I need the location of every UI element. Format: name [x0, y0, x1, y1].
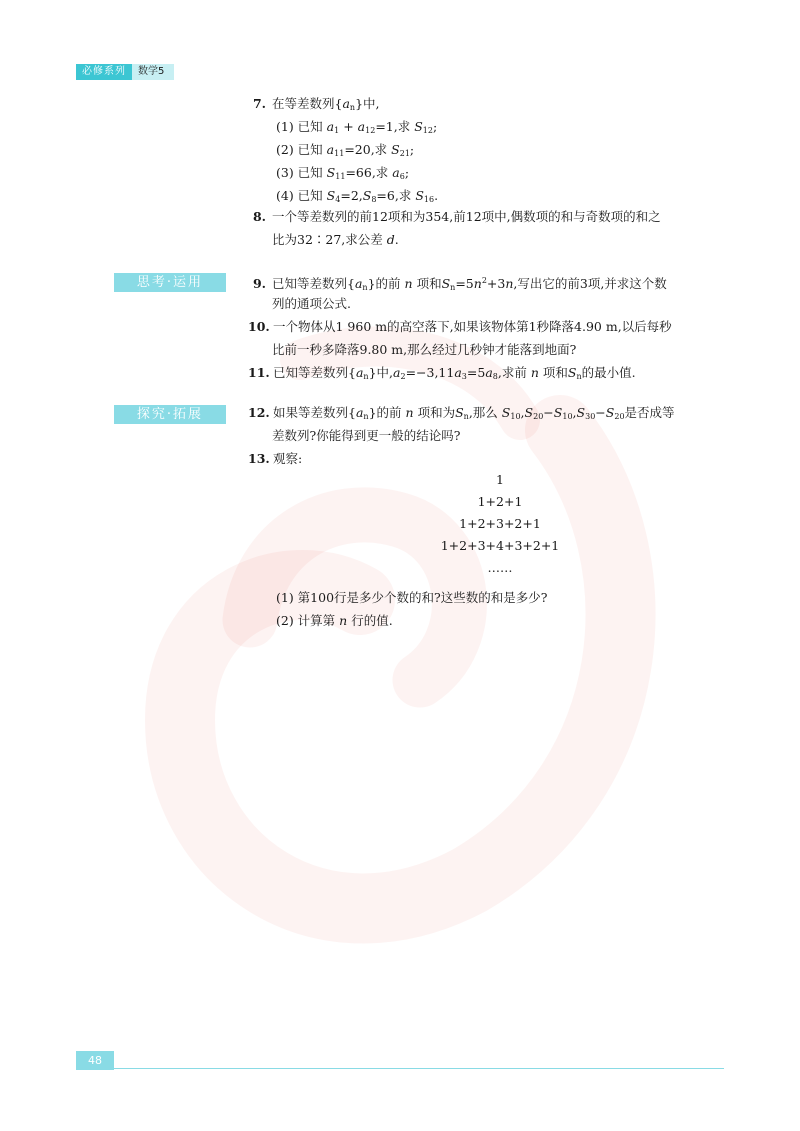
triangle-row-1: 1: [496, 472, 504, 487]
triangle-row-4: 1+2+3+4+3+2+1: [440, 538, 560, 553]
problem-9-line-1: 9. 已知等差数列$\{a_n\}$的前 n 项和$S_n=5n^2+3n$,写出它的前3项,并求这个数: [252, 276, 667, 292]
series-label: 必修系列: [76, 64, 132, 80]
triangle-row-3: 1+2+3+2+1: [459, 516, 541, 531]
problem-12-line-2: 差数列?你能得到更一般的结论吗?: [272, 428, 461, 443]
problem-13-part-2: (2) 计算第 n 行的值.: [276, 613, 393, 628]
problem-7-stem: 7. 在等差数列$\{a_n\}$中,: [252, 96, 380, 112]
problem-7-part-3: (3) 已知 $S_{11}=66$,求 $a_6$;: [276, 165, 410, 181]
problem-11: 11. 已知等差数列$\{a_n\}$中$,a_2=-3,11a_3=5a_8$,求前 n 项和$S_n$的最小值.: [248, 365, 636, 381]
footer-rule: [114, 1068, 724, 1069]
problem-7-part-4: (4) 已知 $S_4=2,S_8=6$,求 $S_{16}$.: [276, 188, 439, 204]
problem-7-part-1: (1) 已知 $a_1 + a_{12}=1$,求 $S_{12}$;: [276, 119, 438, 135]
problem-13-stem: 13. 观察:: [248, 451, 303, 466]
problem-12-line-1: 12. 如果等差数列$\{a_n\}$的前 n 项和为$S_n$,那么 $S_{10},S_{20}-S_{10},S_{30}-S_{20}$是否成等: [248, 405, 675, 421]
problem-8-line-1: 8. 一个等差数列的前12项和为354,前12项中,偶数项的和与奇数项的和之: [252, 209, 661, 224]
triangle-row-2: 1+2+1: [477, 494, 523, 509]
section-think-apply: 思考·运用: [114, 273, 226, 292]
page-number: 48: [76, 1051, 114, 1070]
problem-10-line-1: 10. 一个物体从1 960 m的高空落下,如果该物体第1秒降落4.90 m,以后每秒: [248, 319, 672, 334]
problem-8-line-2: 比为32∶27,求公差 d.: [272, 232, 399, 247]
problem-7-part-2: (2) 已知 $a_{11}=20$,求 $S_{21}$;: [276, 142, 415, 158]
section-explore-extend: 探究·拓展: [114, 405, 226, 424]
problem-13-part-1: (1) 第100行是多少个数的和?这些数的和是多少?: [276, 590, 548, 605]
page-header: [76, 64, 174, 80]
problem-10-line-2: 比前一秒多降落9.80 m,那么经过几秒钟才能落到地面?: [272, 342, 577, 357]
problem-9-line-2: 列的通项公式.: [272, 296, 351, 311]
triangle-row-ellipsis: ……: [487, 560, 513, 575]
subject-label: 数学5: [132, 64, 174, 80]
